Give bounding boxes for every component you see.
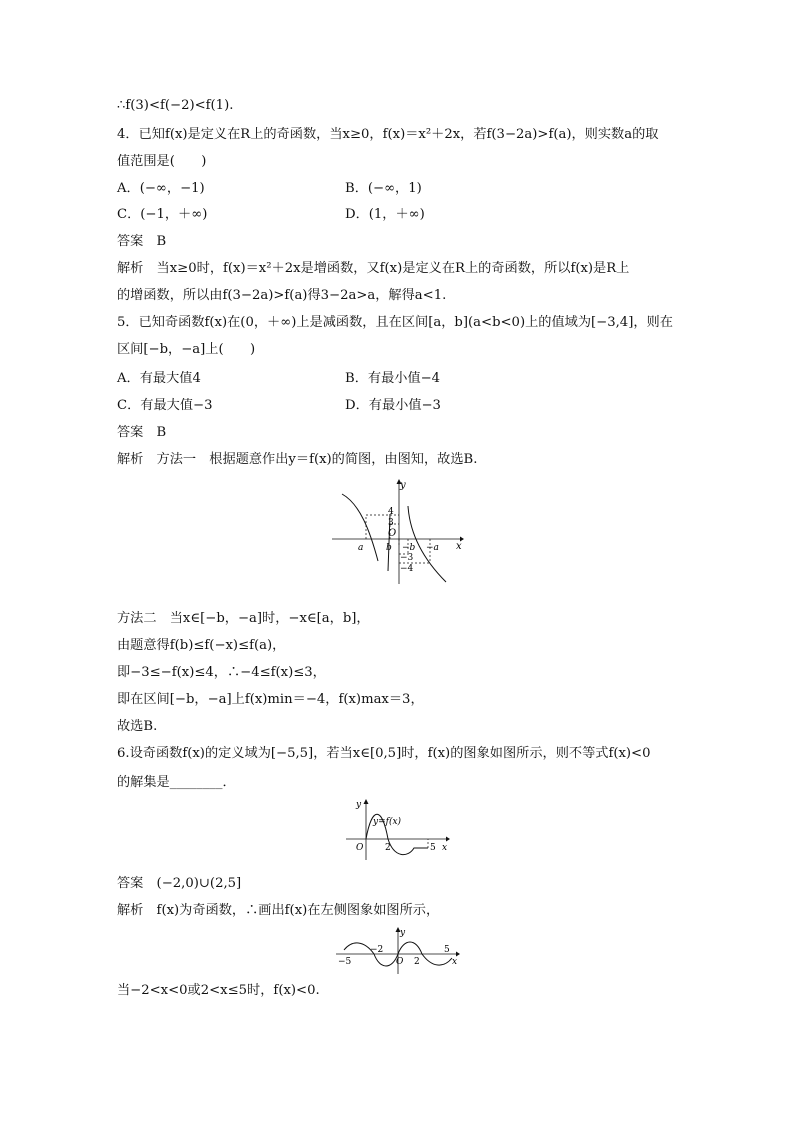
tick-5: 5	[444, 945, 450, 955]
tick-2: 2	[414, 957, 420, 967]
answer-6: 答案 (−2,0)∪(2,5]	[117, 876, 242, 891]
question-5-stem: 5．已知奇函数f(x)在(0，＋∞)上是减函数，且在区间[a，b](a<b<0)上的值域为[−3,4]，则在	[117, 315, 673, 330]
option-b: B．(−∞，1)	[345, 181, 422, 196]
x-axis-arrow	[456, 952, 460, 957]
option-a: A．有最大值4	[117, 371, 201, 386]
tick-5: 5	[430, 843, 436, 853]
origin-label: O	[356, 843, 364, 853]
analysis-6-conclusion: 当−2<x<0或2<x≤5时，f(x)<0.	[117, 983, 320, 998]
tick-a: a	[358, 543, 364, 553]
option-d: D．有最小值−3	[345, 398, 441, 413]
analysis-5: 解析 方法一 根据题意作出y＝f(x)的简图，由图知，故选B.	[117, 452, 478, 467]
tick-2: 2	[385, 843, 391, 853]
tick-3: 3	[388, 518, 394, 528]
analysis-6: 解析 f(x)为奇函数，∴画出f(x)在左侧图象如图所示，	[117, 903, 440, 918]
option-c: C．(−1，＋∞)	[117, 207, 208, 222]
origin-label: O	[388, 528, 397, 539]
y-label: y	[400, 928, 406, 938]
figure-decreasing-odd-function	[330, 476, 466, 586]
y-axis-arrow	[364, 799, 369, 804]
tick-neg-2: −2	[370, 945, 384, 955]
tick-b: b	[386, 543, 392, 553]
method-2-conclusion: 故选B.	[117, 719, 158, 734]
figure-function-right-half	[342, 796, 454, 862]
tick-neg-5: −5	[338, 957, 352, 967]
method-2: 方法二 当x∈[−b，−a]时，−x∈[a，b]，	[117, 611, 370, 626]
option-a: A．(−∞，−1)	[117, 181, 205, 196]
option-b: B．有最小值−4	[345, 371, 441, 386]
function-label: y=f(x)	[373, 817, 402, 827]
method-2-line: 即在区间[−b，−a]上f(x)min＝−4，f(x)max＝3，	[117, 692, 424, 707]
x-label: x	[452, 957, 458, 967]
option-c: C．有最大值−3	[117, 398, 213, 413]
x-label: x	[442, 843, 448, 853]
analysis-4-cont: 的增函数，所以由f(3−2a)>f(a)得3−2a>a，解得a<1.	[117, 288, 447, 303]
x-label: x	[456, 541, 462, 552]
y-label: y	[356, 800, 362, 810]
y-label: y	[400, 480, 406, 491]
analysis-4: 解析 当x≥0时，f(x)＝x²＋2x是增函数，又f(x)是定义在R上的奇函数，所以f(x)是R上	[117, 261, 630, 276]
tick-neg-b: −b	[402, 543, 416, 553]
method-2-line: 即−3≤−f(x)≤4，∴−4≤f(x)≤3，	[117, 665, 326, 680]
question-6-stem-cont: 的解集是________．	[117, 775, 236, 790]
figure-odd-function-full	[334, 926, 464, 976]
tick-4: 4	[388, 507, 394, 517]
method-2-line: 由题意得f(b)≤f(−x)≤f(a)，	[117, 638, 286, 653]
tick-neg-4: −4	[400, 564, 414, 574]
origin-label: O	[396, 957, 404, 967]
answer-4: 答案 B	[117, 234, 167, 249]
question-6-stem: 6.设奇函数f(x)的定义域为[−5,5]，若当x∈[0,5]时，f(x)的图象如图所示，则不等式f(x)<0	[117, 746, 651, 761]
tick-neg-3: −3	[400, 553, 414, 563]
question-4-stem-cont: 值范围是( )	[117, 154, 207, 169]
answer-5: 答案 B	[117, 425, 167, 440]
question-5-stem-cont: 区间[−b，−a]上( )	[117, 342, 256, 357]
x-axis-arrow	[446, 837, 450, 842]
text-line: ∴f(3)<f(−2)<f(1).	[117, 98, 234, 113]
option-d: D．(1，＋∞)	[345, 207, 425, 222]
tick-neg-a: −a	[426, 543, 439, 553]
question-4-stem: 4．已知f(x)是定义在R上的奇函数，当x≥0，f(x)＝x²＋2x，若f(3−2a)>f(a)，则实数a的取	[117, 127, 659, 142]
